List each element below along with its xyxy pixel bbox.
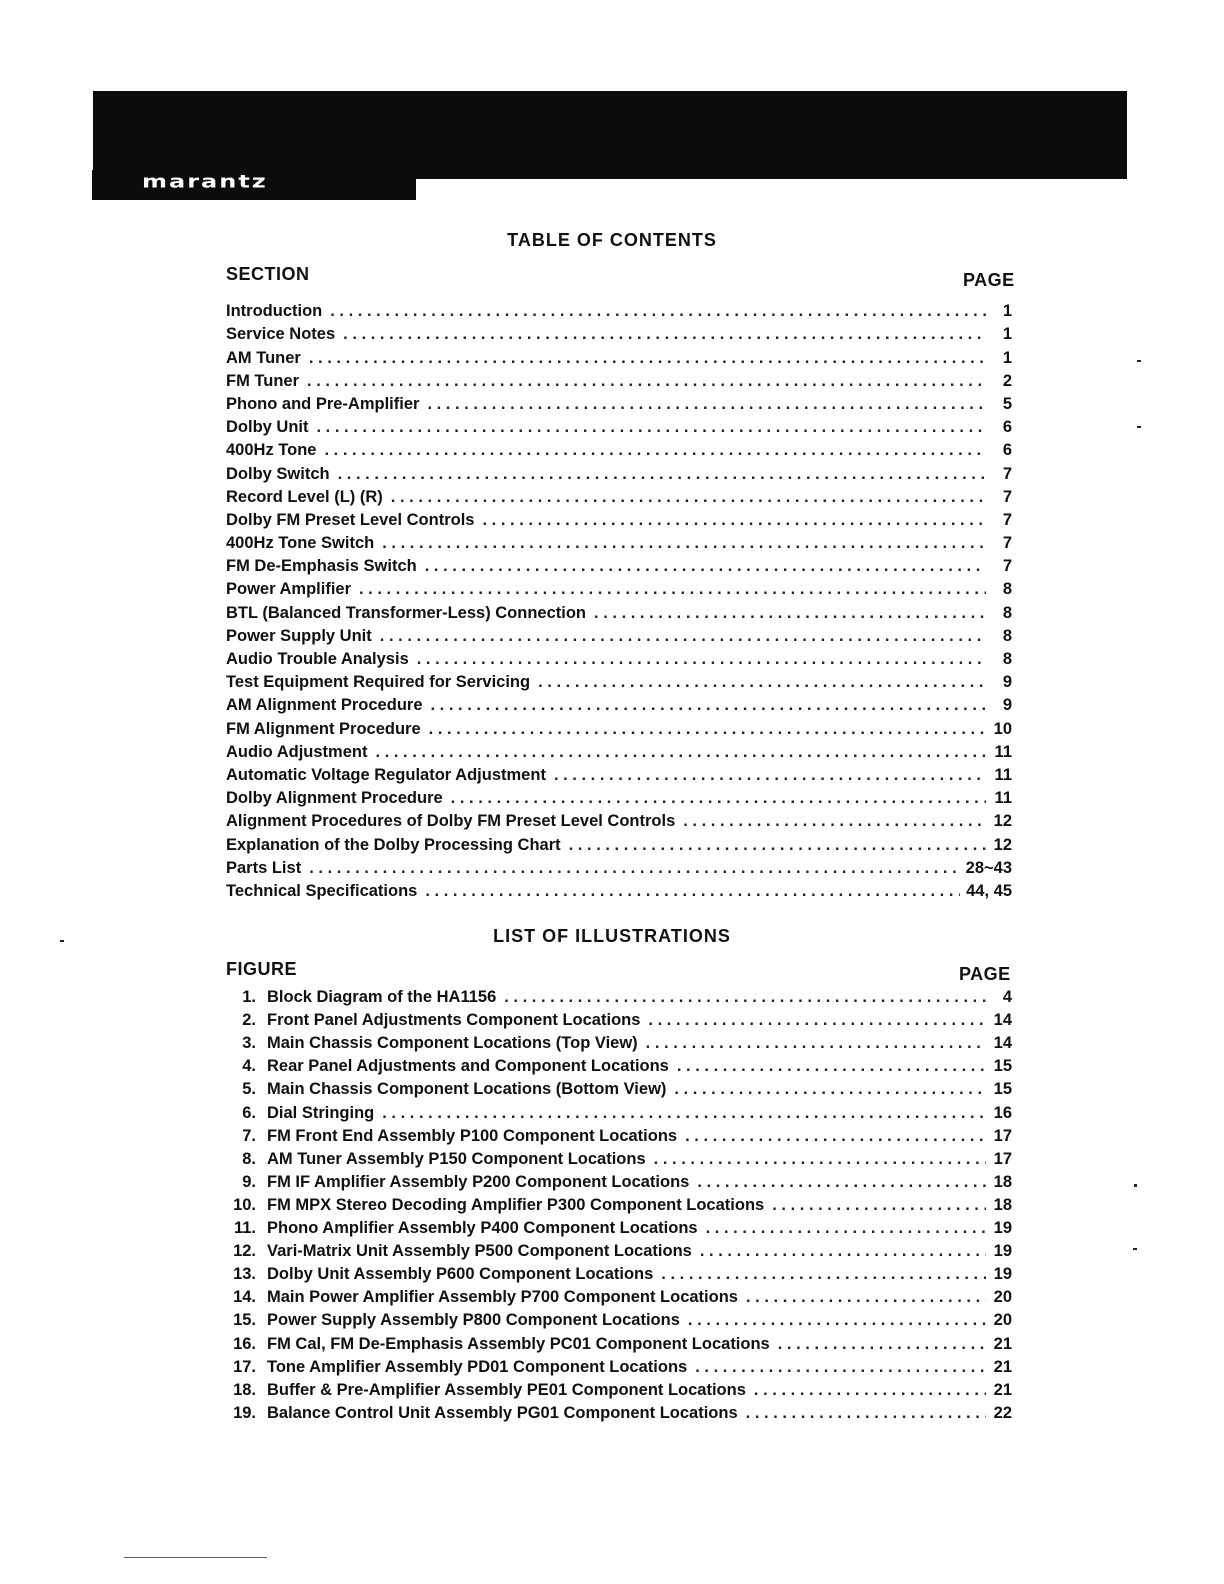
- toc-row: [226, 599, 1012, 622]
- figure-entry: [226, 1080, 666, 1099]
- figure-number: 15.: [233, 1311, 256, 1330]
- figure-number: 17.: [233, 1357, 256, 1376]
- toc-entry-page: 1: [1002, 348, 1012, 367]
- toc-entry-label: FM Tuner: [226, 371, 300, 390]
- dot-leader: [338, 465, 986, 484]
- figure-entry: [226, 1404, 738, 1423]
- figure-title: Main Chassis Component Locations (Top View): [267, 1034, 638, 1053]
- figure-entry: [226, 1104, 374, 1123]
- figure-row: [226, 1354, 1012, 1377]
- toc-entry-label: 400Hz Tone: [226, 441, 317, 460]
- toc-row: [226, 831, 1012, 854]
- toc-entry-label: 400Hz Tone Switch: [226, 534, 375, 553]
- figure-page: 14: [993, 1034, 1012, 1053]
- dot-leader: [746, 1288, 986, 1307]
- bottom-rule: [124, 1557, 267, 1558]
- figure-entry: [226, 1242, 692, 1261]
- figure-title: Main Chassis Component Locations (Bottom View): [267, 1080, 667, 1099]
- toc-row: [226, 460, 1012, 483]
- toc-entry-page: 28~43: [965, 858, 1012, 877]
- toc-row: [226, 669, 1012, 692]
- figure-title: Front Panel Adjustments Component Locations: [267, 1011, 641, 1030]
- toc-entry-label: Phono and Pre-Amplifier: [226, 394, 420, 413]
- toc-entry-label: Dolby Switch: [226, 464, 330, 483]
- figure-title: Balance Control Unit Assembly PG01 Component Locations: [267, 1403, 738, 1422]
- toc-entry-page: 8: [1002, 626, 1012, 645]
- figure-page: 18: [993, 1195, 1012, 1214]
- dot-leader: [569, 836, 986, 855]
- toc-entry-page: 8: [1002, 603, 1012, 622]
- figure-entry: [226, 988, 496, 1007]
- dot-leader: [695, 1358, 986, 1377]
- figure-number: 1.: [242, 988, 256, 1007]
- figure-number: 6.: [242, 1103, 256, 1122]
- dot-leader: [429, 720, 986, 739]
- figure-page: 18: [993, 1172, 1012, 1191]
- toc-row: [226, 576, 1012, 599]
- figure-page: 14: [993, 1011, 1012, 1030]
- figure-row: [226, 1284, 1012, 1307]
- figure-row: [226, 984, 1012, 1007]
- figure-number: 19.: [233, 1403, 256, 1422]
- dot-leader: [425, 882, 960, 901]
- toc-list: [226, 298, 1012, 901]
- dot-leader: [317, 418, 987, 437]
- toc-row: [226, 344, 1012, 367]
- figure-row: [226, 1238, 1012, 1261]
- figure-page: 21: [993, 1334, 1012, 1353]
- toc-entry-label: Dolby Alignment Procedure: [226, 789, 443, 808]
- toc-entry-label: Explanation of the Dolby Processing Chart: [226, 835, 561, 854]
- scan-mark: [1137, 426, 1141, 428]
- figure-row: [226, 1377, 1012, 1400]
- figure-number: 16.: [233, 1334, 256, 1353]
- figure-row: [226, 1146, 1012, 1169]
- figure-title: FM Front End Assembly P100 Component Locations: [267, 1126, 678, 1145]
- figure-row: [226, 1215, 1012, 1238]
- figure-page: 17: [993, 1149, 1012, 1168]
- figure-entry: [226, 1288, 738, 1307]
- figure-title: Main Power Amplifier Assembly P700 Component Locations: [267, 1288, 738, 1307]
- toc-row: [226, 692, 1012, 715]
- figure-row: [226, 1076, 1012, 1099]
- figure-number: 7.: [242, 1126, 256, 1145]
- figure-page: 4: [1002, 988, 1012, 1007]
- figure-row: [226, 1400, 1012, 1423]
- figure-title: Dolby Unit Assembly P600 Component Locations: [267, 1265, 654, 1284]
- figure-title: Phono Amplifier Assembly P400 Component Locations: [267, 1219, 698, 1238]
- figure-number: 9.: [242, 1172, 256, 1191]
- scan-mark: [60, 940, 64, 942]
- dot-leader: [778, 1335, 986, 1354]
- figure-row: [226, 1099, 1012, 1122]
- toc-entry-label: Technical Specifications: [226, 881, 418, 900]
- toc-row: [226, 785, 1012, 808]
- figure-row: [226, 1307, 1012, 1330]
- figure-page: 22: [993, 1403, 1012, 1422]
- toc-entry-page: 1: [1002, 325, 1012, 344]
- dot-leader: [683, 812, 986, 831]
- dot-leader: [677, 1057, 986, 1076]
- dot-leader: [746, 1404, 986, 1423]
- figure-page: 19: [993, 1242, 1012, 1261]
- figure-page: 15: [993, 1080, 1012, 1099]
- figure-page: 21: [993, 1380, 1012, 1399]
- figure-title: FM MPX Stereo Decoding Amplifier P300 Component Locations: [267, 1195, 765, 1214]
- scan-mark: [1134, 1184, 1137, 1187]
- figure-page: 20: [993, 1288, 1012, 1307]
- toc-entry-page: 10: [993, 719, 1012, 738]
- figure-page: 16: [993, 1103, 1012, 1122]
- toc-entry-page: 8: [1002, 580, 1012, 599]
- figure-entry: [226, 1011, 640, 1030]
- toc-entry-page: 44, 45: [966, 881, 1012, 900]
- dot-leader: [451, 789, 986, 808]
- toc-entry-page: 9: [1002, 696, 1012, 715]
- toc-row: [226, 623, 1012, 646]
- toc-entry-page: 8: [1002, 650, 1012, 668]
- scan-mark: [1137, 360, 1141, 362]
- toc-entry-label: Power Supply Unit: [226, 626, 372, 645]
- toc-row: [226, 414, 1012, 437]
- toc-entry-page: 5: [1002, 394, 1012, 413]
- dot-leader: [482, 511, 986, 530]
- dot-leader: [431, 696, 987, 715]
- toc-row: [226, 808, 1012, 831]
- figure-number: 3.: [242, 1034, 256, 1053]
- figure-title: Rear Panel Adjustments and Component Locations: [267, 1057, 669, 1076]
- toc-row: [226, 437, 1012, 460]
- toc-entry-page: 7: [1002, 487, 1012, 506]
- toc-entry-label: AM Tuner: [226, 348, 301, 367]
- figure-entry: [226, 1358, 687, 1377]
- toc-row: [226, 391, 1012, 414]
- toc-row: [226, 553, 1012, 576]
- toc-entry-label: Automatic Voltage Regulator Adjustment: [226, 765, 546, 784]
- figure-row: [226, 1053, 1012, 1076]
- dot-leader: [697, 1173, 986, 1192]
- toc-entry-page: 12: [993, 812, 1012, 831]
- toc-entry-label: Audio Adjustment: [226, 742, 368, 761]
- toc-entry-page: 12: [993, 835, 1012, 854]
- toc-entry-label: Dolby FM Preset Level Controls: [226, 510, 475, 529]
- dot-leader: [330, 302, 986, 321]
- figure-entry: [226, 1311, 680, 1330]
- figure-entry: [226, 1381, 746, 1400]
- dot-leader: [380, 627, 986, 646]
- figure-number: 13.: [233, 1265, 256, 1284]
- toc-entry-page: 9: [1002, 673, 1012, 692]
- figure-entry: [226, 1219, 698, 1238]
- dot-leader: [700, 1242, 986, 1261]
- illustrations-title: LIST OF ILLUSTRATIONS: [493, 926, 731, 946]
- dot-leader: [538, 673, 986, 692]
- figure-number: 5.: [242, 1080, 256, 1099]
- toc-row: [226, 855, 1012, 878]
- dot-leader: [674, 1080, 986, 1099]
- toc-entry-label: Service Notes: [226, 325, 336, 344]
- figure-number: 14.: [233, 1288, 256, 1307]
- figure-entry: [226, 1150, 646, 1169]
- marantz-logo: marantz: [142, 171, 268, 192]
- toc-row: [226, 646, 1012, 669]
- toc-entry-label: Power Amplifier: [226, 580, 351, 599]
- toc-entry-page: 7: [1002, 534, 1012, 553]
- dot-leader: [382, 534, 986, 553]
- toc-entry-page: 7: [1002, 464, 1012, 483]
- figure-entry: [226, 1196, 764, 1215]
- toc-row: [226, 762, 1012, 785]
- figure-title: Buffer & Pre-Amplifier Assembly PE01 Component Locations: [267, 1380, 746, 1399]
- figure-title: Vari-Matrix Unit Assembly P500 Component Locations: [267, 1242, 692, 1261]
- toc-entry-page: 11: [994, 742, 1012, 761]
- toc-entry-label: Dolby Unit: [226, 418, 309, 437]
- toc-entry-label: Audio Trouble Analysis: [226, 650, 409, 668]
- toc-entry-page: 2: [1002, 371, 1012, 390]
- figure-title: FM IF Amplifier Assembly P200 Component Locations: [267, 1172, 690, 1191]
- dot-leader: [706, 1219, 986, 1238]
- toc-entry-page: 7: [1002, 510, 1012, 529]
- toc-entry-page: 11: [994, 789, 1012, 808]
- dot-leader: [382, 1104, 986, 1123]
- toc-entry-label: Test Equipment Required for Servicing: [226, 673, 531, 692]
- figure-number: 2.: [242, 1011, 256, 1030]
- toc-entry-label: FM Alignment Procedure: [226, 719, 421, 738]
- toc-entry-page: 1: [1002, 302, 1012, 321]
- dot-leader: [554, 766, 986, 785]
- figure-page: 20: [993, 1311, 1012, 1330]
- figure-entry: [226, 1034, 638, 1053]
- dot-leader: [648, 1011, 986, 1030]
- toc-entry-label: Parts List: [226, 858, 302, 877]
- dot-leader: [685, 1127, 986, 1146]
- toc-row: [226, 715, 1012, 738]
- toc-row: [226, 368, 1012, 391]
- toc-entry-label: Alignment Procedures of Dolby FM Preset Level Controls: [226, 812, 676, 831]
- dot-leader: [425, 557, 986, 576]
- toc-entry-label: Record Level (L) (R): [226, 487, 383, 506]
- toc-section-header: SECTION: [226, 264, 310, 284]
- dot-leader: [417, 650, 986, 669]
- figure-page: 15: [993, 1057, 1012, 1076]
- dot-leader: [688, 1311, 986, 1330]
- figure-header: FIGURE: [226, 959, 298, 979]
- figure-number: 11.: [233, 1219, 256, 1238]
- toc-page-header: PAGE: [963, 270, 1015, 290]
- figure-page: 17: [993, 1126, 1012, 1145]
- figure-row: [226, 1007, 1012, 1030]
- dot-leader: [427, 395, 986, 414]
- dot-leader: [307, 372, 986, 391]
- figure-number: 12.: [233, 1242, 256, 1261]
- figure-row: [226, 1192, 1012, 1215]
- dot-leader: [661, 1265, 986, 1284]
- dot-leader: [504, 988, 986, 1007]
- figure-title: FM Cal, FM De-Emphasis Assembly PC01 Component Locations: [267, 1334, 770, 1353]
- figure-page: 21: [993, 1357, 1012, 1376]
- toc-entry-page: 11: [994, 765, 1012, 784]
- dot-leader: [754, 1381, 986, 1400]
- figure-title: AM Tuner Assembly P150 Component Locations: [267, 1149, 646, 1168]
- dot-leader: [391, 488, 986, 507]
- header-banner: [93, 91, 1127, 179]
- dot-leader: [594, 604, 986, 623]
- figure-title: Dial Stringing: [267, 1103, 375, 1122]
- figure-entry: [226, 1057, 669, 1076]
- dot-leader: [343, 325, 986, 344]
- figure-entry: [226, 1173, 689, 1192]
- dot-leader: [359, 580, 986, 599]
- dot-leader: [309, 349, 986, 368]
- toc-entry-label: BTL (Balanced Transformer-Less) Connection: [226, 603, 587, 622]
- figure-row: [226, 1330, 1012, 1353]
- figure-row: [226, 1123, 1012, 1146]
- figure-title: Block Diagram of the HA1156: [267, 988, 497, 1007]
- figure-number: 10.: [233, 1195, 256, 1214]
- toc-entry-page: 6: [1002, 418, 1012, 437]
- toc-row: [226, 484, 1012, 507]
- toc-row: [226, 507, 1012, 530]
- dot-leader: [646, 1034, 986, 1053]
- scan-mark: [1133, 1248, 1137, 1250]
- figure-page: 19: [993, 1265, 1012, 1284]
- figure-entry: [226, 1265, 653, 1284]
- figure-title: Tone Amplifier Assembly PD01 Component Locations: [267, 1357, 688, 1376]
- figure-row: [226, 1169, 1012, 1192]
- toc-entry-label: FM De-Emphasis Switch: [226, 557, 417, 576]
- illustrations-page-header: PAGE: [959, 964, 1011, 984]
- dot-leader: [324, 441, 986, 460]
- toc-row: [226, 321, 1012, 344]
- illustrations-list: [226, 984, 1012, 1423]
- toc-row: [226, 739, 1012, 762]
- figure-page: 19: [993, 1219, 1012, 1238]
- toc-entry-page: 7: [1002, 557, 1012, 576]
- dot-leader: [772, 1196, 986, 1215]
- figure-number: 4.: [242, 1057, 256, 1076]
- toc-entry-page: 6: [1002, 441, 1012, 460]
- toc-row: [226, 530, 1012, 553]
- figure-number: 8.: [242, 1149, 256, 1168]
- figure-row: [226, 1261, 1012, 1284]
- toc-entry-label: Introduction: [226, 302, 323, 321]
- dot-leader: [375, 743, 986, 762]
- toc-entry-label: AM Alignment Procedure: [226, 696, 423, 715]
- dot-leader: [654, 1150, 986, 1169]
- dot-leader: [309, 859, 959, 878]
- figure-entry: [226, 1335, 770, 1354]
- toc-row: [226, 298, 1012, 321]
- toc-row: [226, 878, 1012, 901]
- figure-entry: [226, 1127, 677, 1146]
- figure-title: Power Supply Assembly P800 Component Locations: [267, 1311, 680, 1330]
- figure-number: 18.: [233, 1380, 256, 1399]
- figure-row: [226, 1030, 1012, 1053]
- toc-title: TABLE OF CONTENTS: [507, 230, 717, 250]
